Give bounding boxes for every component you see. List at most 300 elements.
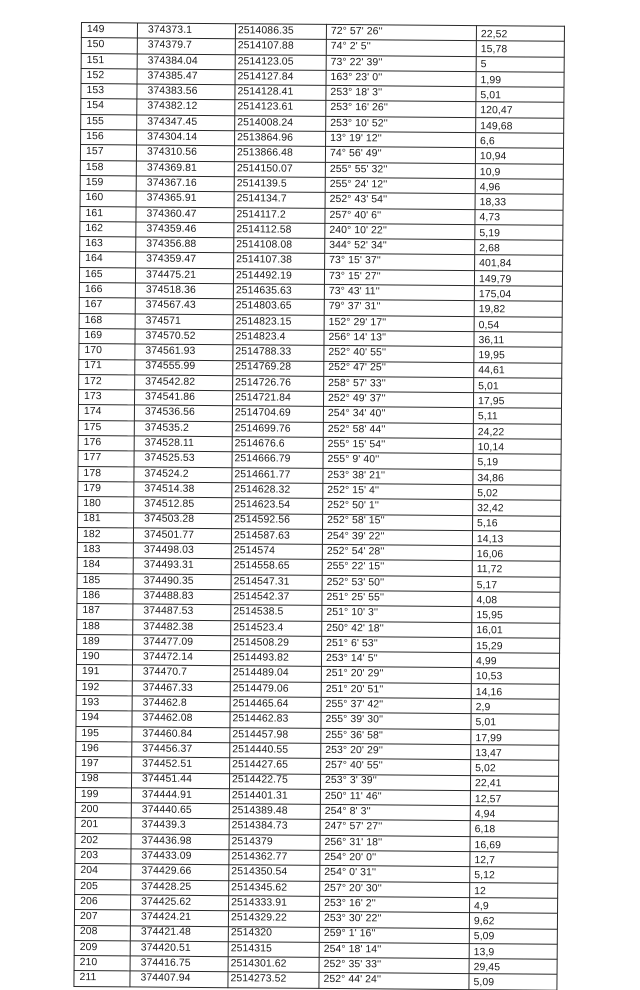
bearing-cell: 252° 35' 33'' — [319, 958, 469, 974]
point-number-cell: 167 — [79, 298, 135, 314]
point-number-cell: 207 — [74, 910, 130, 926]
bearing-cell: 251° 20' 29'' — [321, 667, 471, 683]
distance-cell: 5,19 — [473, 454, 561, 470]
distance-cell: 2,68 — [475, 240, 563, 256]
x-coordinate-cell: 374514.38 — [134, 482, 232, 498]
distance-cell: 14,13 — [472, 530, 560, 546]
point-number-cell: 160 — [80, 191, 136, 207]
y-coordinate-cell: 2514108.08 — [234, 238, 325, 254]
y-coordinate-cell: 2514150.07 — [234, 161, 325, 177]
distance-cell: 6,18 — [470, 821, 558, 837]
y-coordinate-cell: 2513866.48 — [234, 146, 325, 162]
x-coordinate-cell: 374444.91 — [131, 788, 229, 804]
y-coordinate-cell: 2514440.55 — [230, 743, 321, 759]
x-coordinate-cell: 374528.11 — [134, 436, 232, 452]
point-number-cell: 209 — [74, 940, 130, 956]
x-coordinate-cell: 374482.38 — [133, 620, 231, 636]
point-number-cell: 177 — [78, 451, 134, 467]
distance-cell: 10,53 — [471, 668, 559, 684]
x-coordinate-cell: 374535.2 — [134, 421, 232, 437]
y-coordinate-cell: 2514587.63 — [231, 528, 322, 544]
point-number-cell: 180 — [78, 497, 134, 513]
x-coordinate-cell: 374347.45 — [137, 115, 235, 131]
bearing-cell: 253° 14' 5'' — [321, 652, 471, 668]
bearing-cell: 252° 58' 44'' — [323, 422, 473, 438]
bearing-cell: 251° 25' 55'' — [322, 590, 472, 606]
y-coordinate-cell: 2514547.31 — [231, 574, 322, 590]
point-number-cell: 199 — [75, 787, 131, 803]
distance-cell: 175,04 — [474, 286, 562, 302]
point-number-cell: 172 — [79, 374, 135, 390]
distance-cell: 10,14 — [473, 439, 561, 455]
point-number-cell: 176 — [78, 436, 134, 452]
distance-cell: 12,7 — [470, 852, 558, 868]
point-number-cell: 210 — [74, 956, 130, 972]
point-number-cell: 203 — [75, 849, 131, 865]
distance-cell: 15,78 — [476, 41, 564, 57]
x-coordinate-cell: 374360.47 — [136, 207, 234, 223]
x-coordinate-cell: 374451.44 — [131, 772, 229, 788]
y-coordinate-cell: 2514704.69 — [232, 406, 323, 422]
y-coordinate-cell: 2514457.98 — [230, 727, 321, 743]
bearing-cell: 255° 39' 30'' — [321, 713, 471, 729]
bearing-cell: 252° 58' 15'' — [323, 514, 473, 530]
distance-cell: 5,01 — [471, 714, 559, 730]
x-coordinate-cell: 374382.12 — [137, 99, 235, 115]
bearing-cell: 256° 14' 13'' — [324, 330, 474, 346]
bearing-cell: 252° 44' 24'' — [319, 973, 469, 989]
point-number-cell: 200 — [75, 803, 131, 819]
bearing-cell: 250° 11' 46'' — [320, 789, 470, 805]
y-coordinate-cell: 2514623.54 — [232, 498, 323, 514]
point-number-cell: 173 — [78, 390, 134, 406]
y-coordinate-cell: 2514661.77 — [232, 467, 323, 483]
x-coordinate-cell: 374359.47 — [136, 252, 234, 268]
y-coordinate-cell: 2514320 — [228, 926, 319, 942]
x-coordinate-cell: 374467.33 — [132, 681, 230, 697]
distance-cell: 16,69 — [470, 836, 558, 852]
distance-cell: 10,94 — [475, 148, 563, 164]
x-coordinate-cell: 374420.51 — [130, 941, 228, 957]
y-coordinate-cell: 2514422.75 — [229, 773, 320, 789]
y-coordinate-cell: 2514676.6 — [232, 437, 323, 453]
point-number-cell: 152 — [81, 68, 137, 84]
y-coordinate-cell: 2514788.33 — [233, 345, 324, 361]
x-coordinate-cell: 374440.65 — [131, 803, 229, 819]
point-number-cell: 198 — [75, 772, 131, 788]
bearing-cell: 79° 37' 31'' — [324, 300, 474, 316]
distance-cell: 4,94 — [470, 806, 558, 822]
distance-cell: 5 — [476, 56, 564, 72]
point-number-cell: 174 — [78, 405, 134, 421]
point-number-cell: 163 — [80, 237, 136, 253]
bearing-cell: 253° 10' 52'' — [326, 116, 476, 132]
x-coordinate-cell: 374425.62 — [131, 895, 229, 911]
point-number-cell: 187 — [77, 604, 133, 620]
bearing-cell: 253° 38' 21'' — [323, 468, 473, 484]
bearing-cell: 257° 40' 55'' — [321, 759, 471, 775]
y-coordinate-cell: 2514558.65 — [231, 559, 322, 575]
y-coordinate-cell: 2514123.61 — [235, 100, 326, 116]
y-coordinate-cell: 2514726.76 — [233, 376, 324, 392]
x-coordinate-cell: 374503.28 — [134, 512, 232, 528]
distance-cell: 12 — [470, 882, 558, 898]
x-coordinate-cell: 374470.7 — [132, 665, 230, 681]
point-number-cell: 192 — [76, 680, 132, 696]
x-coordinate-cell: 374475.21 — [135, 268, 233, 284]
x-coordinate-cell: 374561.93 — [135, 344, 233, 360]
y-coordinate-cell: 2514345.62 — [229, 880, 320, 896]
y-coordinate-cell: 2514493.82 — [230, 651, 321, 667]
x-coordinate-cell: 374536.56 — [134, 405, 232, 421]
bearing-cell: 253° 16' 26'' — [326, 101, 476, 117]
point-number-cell: 208 — [74, 925, 130, 941]
x-coordinate-cell: 374429.66 — [131, 864, 229, 880]
distance-cell: 10,9 — [475, 163, 563, 179]
distance-cell: 4,9 — [470, 898, 558, 914]
point-number-cell: 156 — [81, 130, 137, 146]
bearing-cell: 254° 39' 22'' — [322, 529, 472, 545]
y-coordinate-cell: 2514666.79 — [232, 452, 323, 468]
bearing-cell: 252° 43' 54'' — [325, 193, 475, 209]
x-coordinate-cell: 374439.3 — [131, 818, 229, 834]
y-coordinate-cell: 2514301.62 — [228, 957, 319, 973]
bearing-cell: 255° 9' 40'' — [323, 453, 473, 469]
y-coordinate-cell: 2514379 — [229, 834, 320, 850]
bearing-cell: 252° 54' 28'' — [322, 545, 472, 561]
x-coordinate-cell: 374555.99 — [135, 359, 233, 375]
x-coordinate-cell: 374407.94 — [130, 971, 228, 987]
distance-cell: 401,84 — [475, 255, 563, 271]
point-number-cell: 185 — [77, 573, 133, 589]
point-number-cell: 161 — [80, 206, 136, 222]
y-coordinate-cell: 2514823.4 — [233, 330, 324, 346]
y-coordinate-cell: 2514401.31 — [229, 789, 320, 805]
x-coordinate-cell: 374365.91 — [136, 191, 234, 207]
y-coordinate-cell: 2514329.22 — [228, 911, 319, 927]
point-number-cell: 165 — [79, 267, 135, 283]
bearing-cell: 251° 6' 53'' — [322, 636, 472, 652]
bearing-cell: 254° 0' 31'' — [320, 866, 470, 882]
coordinates-table-body — [74, 23, 565, 990]
y-coordinate-cell: 2514315 — [228, 941, 319, 957]
y-coordinate-cell: 2514107.38 — [234, 253, 325, 269]
distance-cell: 44,61 — [474, 362, 562, 378]
distance-cell: 0,54 — [474, 316, 562, 332]
distance-cell: 13,47 — [471, 745, 559, 761]
distance-cell: 12,57 — [470, 790, 558, 806]
distance-cell: 5,19 — [475, 224, 563, 240]
bearing-cell: 251° 10' 3'' — [322, 606, 472, 622]
distance-cell: 17,95 — [473, 393, 561, 409]
point-number-cell: 196 — [76, 741, 132, 757]
point-number-cell: 166 — [79, 283, 135, 299]
distance-cell: 18,33 — [475, 194, 563, 210]
x-coordinate-cell: 374367.16 — [136, 176, 234, 192]
x-coordinate-cell: 374460.84 — [132, 727, 230, 743]
point-number-cell: 150 — [81, 38, 137, 54]
distance-cell: 19,95 — [474, 347, 562, 363]
point-number-cell: 195 — [76, 726, 132, 742]
bearing-cell: 254° 8' 3'' — [320, 805, 470, 821]
distance-cell: 4,73 — [475, 209, 563, 225]
x-coordinate-cell: 374498.03 — [133, 543, 231, 559]
bearing-cell: 255° 22' 15'' — [322, 560, 472, 576]
distance-cell: 36,11 — [474, 332, 562, 348]
x-coordinate-cell: 374570.52 — [135, 329, 233, 345]
point-number-cell: 164 — [80, 252, 136, 268]
point-number-cell: 171 — [79, 359, 135, 375]
x-coordinate-cell: 374524.2 — [134, 467, 232, 483]
bearing-cell: 253° 3' 39'' — [320, 774, 470, 790]
y-coordinate-cell: 2514574 — [231, 544, 322, 560]
distance-cell: 34,86 — [473, 469, 561, 485]
point-number-cell: 211 — [74, 971, 130, 987]
point-number-cell: 179 — [78, 481, 134, 497]
y-coordinate-cell: 2514139.5 — [234, 177, 325, 193]
point-number-cell: 157 — [80, 145, 136, 161]
distance-cell: 5,12 — [470, 867, 558, 883]
point-number-cell: 188 — [77, 619, 133, 635]
y-coordinate-cell: 2514008.24 — [235, 115, 326, 131]
point-number-cell: 169 — [79, 328, 135, 344]
point-number-cell: 183 — [77, 543, 133, 559]
distance-cell: 14,16 — [471, 683, 559, 699]
point-number-cell: 162 — [80, 221, 136, 237]
x-coordinate-cell: 374472.14 — [132, 650, 230, 666]
y-coordinate-cell: 2514427.65 — [230, 758, 321, 774]
bearing-cell: 253° 18' 3'' — [326, 86, 476, 102]
x-coordinate-cell: 374477.09 — [133, 635, 231, 651]
y-coordinate-cell: 2514523.4 — [231, 620, 322, 636]
bearing-cell: 259° 1' 16'' — [319, 927, 469, 943]
point-number-cell: 182 — [77, 527, 133, 543]
point-number-cell: 186 — [77, 588, 133, 604]
x-coordinate-cell: 374525.53 — [134, 451, 232, 467]
y-coordinate-cell: 2514538.5 — [231, 605, 322, 621]
point-number-cell: 193 — [76, 696, 132, 712]
point-number-cell: 197 — [76, 757, 132, 773]
bearing-cell: 251° 20' 51'' — [321, 682, 471, 698]
x-coordinate-cell: 374369.81 — [136, 161, 234, 177]
bearing-cell: 250° 42' 18'' — [322, 621, 472, 637]
distance-cell: 5,09 — [469, 928, 557, 944]
y-coordinate-cell: 2514721.84 — [232, 391, 323, 407]
distance-cell: 5,01 — [476, 87, 564, 103]
x-coordinate-cell: 374571 — [135, 314, 233, 330]
y-coordinate-cell: 2514389.48 — [229, 804, 320, 820]
x-coordinate-cell: 374385.47 — [137, 69, 235, 85]
x-coordinate-cell: 374493.31 — [133, 558, 231, 574]
point-number-cell: 184 — [77, 558, 133, 574]
y-coordinate-cell: 2514489.04 — [230, 666, 321, 682]
y-coordinate-cell: 2514465.64 — [230, 697, 321, 713]
y-coordinate-cell: 2514823.15 — [233, 314, 324, 330]
y-coordinate-cell: 2514628.32 — [232, 483, 323, 499]
point-number-cell: 191 — [76, 665, 132, 681]
distance-cell: 22,52 — [476, 26, 564, 42]
distance-cell: 5,11 — [473, 408, 561, 424]
distance-cell: 5,16 — [473, 515, 561, 531]
point-number-cell: 170 — [79, 344, 135, 360]
y-coordinate-cell: 2514362.77 — [229, 850, 320, 866]
bearing-cell: 252° 49' 37'' — [323, 392, 473, 408]
table-row — [74, 971, 557, 990]
y-coordinate-cell: 2514117.2 — [234, 207, 325, 223]
y-coordinate-cell: 2514542.37 — [231, 590, 322, 606]
y-coordinate-cell: 2514803.65 — [233, 299, 324, 315]
y-coordinate-cell: 2514350.54 — [229, 865, 320, 881]
distance-cell: 19,82 — [474, 301, 562, 317]
bearing-cell: 252° 53' 50'' — [322, 575, 472, 591]
bearing-cell: 253° 20' 29'' — [321, 743, 471, 759]
bearing-cell: 13° 19' 12'' — [326, 132, 476, 148]
distance-cell: 22,41 — [470, 775, 558, 791]
y-coordinate-cell: 2514134.7 — [234, 192, 325, 208]
y-coordinate-cell: 2514769.28 — [233, 360, 324, 376]
x-coordinate-cell: 374384.04 — [137, 54, 235, 70]
x-coordinate-cell: 374512.85 — [134, 497, 232, 513]
point-number-cell: 178 — [78, 466, 134, 482]
bearing-cell: 255° 55' 32'' — [325, 162, 475, 178]
bearing-cell: 258° 57' 33'' — [324, 376, 474, 392]
x-coordinate-cell: 374456.37 — [132, 742, 230, 758]
distance-cell: 5,02 — [471, 760, 559, 776]
bearing-cell: 72° 57' 26'' — [326, 24, 476, 40]
distance-cell: 4,96 — [475, 179, 563, 195]
point-number-cell: 206 — [75, 894, 131, 910]
x-coordinate-cell: 374541.86 — [134, 390, 232, 406]
bearing-cell: 253° 16' 2'' — [320, 896, 470, 912]
point-number-cell: 151 — [81, 53, 137, 69]
x-coordinate-cell: 374452.51 — [132, 757, 230, 773]
x-coordinate-cell: 374433.09 — [131, 849, 229, 865]
distance-cell: 6,6 — [476, 133, 564, 149]
y-coordinate-cell: 2514635.63 — [233, 284, 324, 300]
coordinates-table — [73, 22, 565, 990]
x-coordinate-cell: 374359.46 — [136, 222, 234, 238]
bearing-cell: 73° 22' 39'' — [326, 55, 476, 71]
point-number-cell: 153 — [81, 84, 137, 100]
bearing-cell: 257° 40' 6'' — [325, 208, 475, 224]
distance-cell: 1,99 — [476, 71, 564, 87]
y-coordinate-cell: 2514384.73 — [229, 819, 320, 835]
point-number-cell: 190 — [76, 650, 132, 666]
x-coordinate-cell: 374462.08 — [132, 711, 230, 727]
point-number-cell: 194 — [76, 711, 132, 727]
y-coordinate-cell: 2514508.29 — [231, 636, 322, 652]
distance-cell: 149,68 — [476, 117, 564, 133]
distance-cell: 5,17 — [472, 576, 560, 592]
bearing-cell: 74° 2' 5'' — [326, 40, 476, 56]
bearing-cell: 255° 15' 54'' — [323, 437, 473, 453]
y-coordinate-cell: 2514128.41 — [235, 85, 326, 101]
point-number-cell: 201 — [75, 818, 131, 834]
x-coordinate-cell: 374383.56 — [137, 84, 235, 100]
point-number-cell: 154 — [81, 99, 137, 115]
x-coordinate-cell: 374487.53 — [133, 604, 231, 620]
distance-cell: 16,06 — [472, 546, 560, 562]
point-number-cell: 168 — [79, 313, 135, 329]
bearing-cell: 254° 34' 40'' — [323, 407, 473, 423]
y-coordinate-cell: 2514333.91 — [229, 896, 320, 912]
bearing-cell: 255° 36' 58'' — [321, 728, 471, 744]
y-coordinate-cell: 2514592.56 — [232, 513, 323, 529]
x-coordinate-cell: 374379.7 — [137, 38, 235, 54]
x-coordinate-cell: 374490.35 — [133, 574, 231, 590]
bearing-cell: 240° 10' 22'' — [325, 223, 475, 239]
bearing-cell: 152° 29' 17'' — [324, 315, 474, 331]
distance-cell: 9,62 — [469, 913, 557, 929]
distance-cell: 120,47 — [476, 102, 564, 118]
point-number-cell: 189 — [77, 634, 133, 650]
y-coordinate-cell: 2514492.19 — [233, 268, 324, 284]
bearing-cell: 73° 15' 37'' — [325, 254, 475, 270]
distance-cell: 5,01 — [474, 377, 562, 393]
point-number-cell: 175 — [78, 420, 134, 436]
x-coordinate-cell: 374310.56 — [136, 145, 234, 161]
x-coordinate-cell: 374542.82 — [135, 375, 233, 391]
bearing-cell: 344° 52' 34'' — [325, 239, 475, 255]
bearing-cell: 253° 30' 22'' — [319, 912, 469, 928]
distance-cell: 15,29 — [472, 637, 560, 653]
x-coordinate-cell: 374488.83 — [133, 589, 231, 605]
bearing-cell: 163° 23' 0'' — [326, 70, 476, 86]
bearing-cell: 73° 15' 27'' — [324, 269, 474, 285]
bearing-cell: 256° 31' 18'' — [320, 835, 470, 851]
distance-cell: 2,9 — [471, 699, 559, 715]
x-coordinate-cell: 374518.36 — [135, 283, 233, 299]
y-coordinate-cell: 2514112.58 — [234, 223, 325, 239]
point-number-cell: 181 — [78, 512, 134, 528]
distance-cell: 5,09 — [469, 974, 557, 990]
bearing-cell: 247° 57' 27'' — [320, 820, 470, 836]
x-coordinate-cell: 374501.77 — [133, 528, 231, 544]
x-coordinate-cell: 374436.98 — [131, 834, 229, 850]
y-coordinate-cell: 2514462.83 — [230, 712, 321, 728]
bearing-cell: 73° 43' 11'' — [324, 284, 474, 300]
distance-cell: 5,02 — [473, 484, 561, 500]
point-number-cell: 205 — [75, 879, 131, 895]
bearing-cell: 257° 20' 30'' — [320, 881, 470, 897]
x-coordinate-cell: 374462.8 — [132, 696, 230, 712]
x-coordinate-cell: 374373.1 — [137, 23, 235, 39]
point-number-cell: 159 — [80, 175, 136, 191]
distance-cell: 15,95 — [472, 607, 560, 623]
y-coordinate-cell: 2513864.96 — [235, 131, 326, 147]
distance-cell: 24,22 — [473, 423, 561, 439]
y-coordinate-cell: 2514479.06 — [230, 681, 321, 697]
distance-cell: 11,72 — [472, 561, 560, 577]
x-coordinate-cell: 374356.88 — [136, 237, 234, 253]
point-number-cell: 158 — [80, 160, 136, 176]
point-number-cell: 204 — [75, 864, 131, 880]
y-coordinate-cell: 2514699.76 — [232, 421, 323, 437]
distance-cell: 32,42 — [473, 500, 561, 516]
x-coordinate-cell: 374421.48 — [130, 925, 228, 941]
y-coordinate-cell: 2514086.35 — [235, 24, 326, 40]
bearing-cell: 74° 56' 49'' — [325, 147, 475, 163]
distance-cell: 17,99 — [471, 729, 559, 745]
x-coordinate-cell: 374304.14 — [137, 130, 235, 146]
y-coordinate-cell: 2514127.84 — [235, 70, 326, 86]
bearing-cell: 252° 15' 4'' — [323, 483, 473, 499]
x-coordinate-cell: 374428.25 — [131, 880, 229, 896]
x-coordinate-cell: 374424.21 — [130, 910, 228, 926]
y-coordinate-cell: 2514273.52 — [228, 972, 319, 988]
bearing-cell: 254° 18' 14'' — [319, 942, 469, 958]
x-coordinate-cell: 374416.75 — [130, 956, 228, 972]
